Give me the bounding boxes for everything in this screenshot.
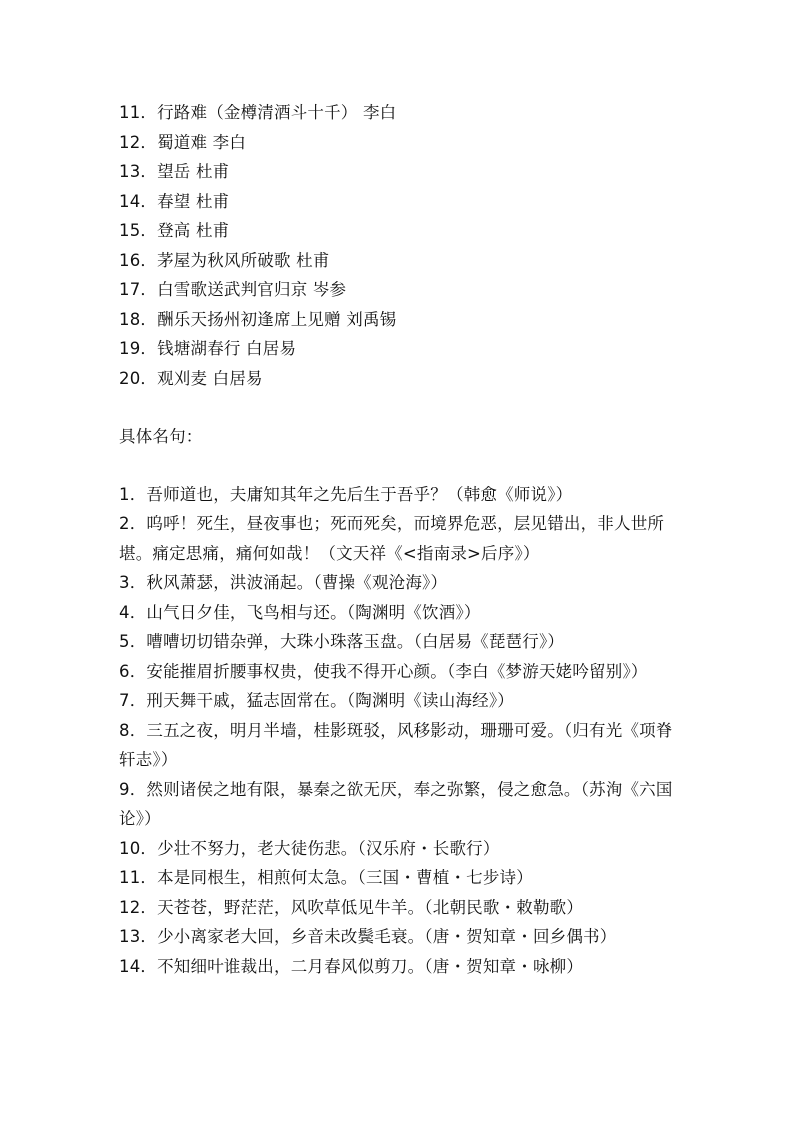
quote-item: 11．本是同根生，相煎何太急。（三国・曹植・七步诗）	[119, 868, 533, 887]
poem-list-item: 12．蜀道难 李白	[119, 132, 247, 152]
spacer	[119, 393, 679, 422]
poem-list-item: 16．茅屋为秋风所破歌 杜甫	[119, 250, 330, 270]
quote-item: 4．山气日夕佳，飞鸟相与还。（陶渊明《饮酒》）	[119, 602, 481, 622]
quote-item: 6．安能摧眉折腰事权贵，使我不得开心颜。（李白《梦游天姥吟留别》）	[119, 661, 648, 681]
quote-item: 9．然则诸侯之地有限，暴秦之欲无厌，奉之弥繁，侵之愈急。（苏洵《六国论》）	[119, 779, 673, 828]
quote-item: 2．呜呼！死生，昼夜事也；死而死矣，而境界危恶，层见错出，非人世所堪。痛定思痛，痛何如哉！（文天祥《<指南录>后序》）	[119, 514, 665, 563]
quote-item: 8．三五之夜，明月半墙，桂影斑驳，风移影动，珊珊可爱。（归有光《项脊轩志》）	[119, 720, 673, 769]
poem-list-item: 17．白雪歌送武判官归京 岑参	[119, 280, 347, 299]
poem-list-item: 13．望岳 杜甫	[119, 162, 230, 181]
poem-list-item: 11．行路难（金樽清酒斗十千） 李白	[119, 103, 397, 122]
quote-item: 10．少壮不努力，老大徒伤悲。（汉乐府・长歌行）	[119, 838, 500, 858]
quote-item: 14．不知细叶谁裁出，二月春风似剪刀。（唐・贺知章・咏柳）	[119, 956, 584, 976]
quote-item: 13．少小离家老大回，乡音未改鬓毛衰。（唐・贺知章・回乡偶书）	[119, 927, 617, 946]
poem-list-item: 20．观刈麦 白居易	[119, 368, 263, 388]
quote-list	[119, 480, 679, 982]
document-body	[119, 98, 679, 981]
poem-list-item: 15．登高 杜甫	[119, 221, 230, 240]
quote-item: 12．天苍苍，野茫茫，风吹草低见牛羊。（北朝民歌・敕勒歌）	[119, 897, 584, 917]
quote-item: 5．嘈嘈切切错杂弹，大珠小珠落玉盘。（白居易《琵琶行》）	[119, 632, 565, 651]
poem-list	[119, 98, 679, 393]
poem-list-item: 19．钱塘湖春行 白居易	[119, 339, 297, 358]
section-heading: 具体名句：	[119, 427, 203, 446]
quote-item: 7．刑天舞干戚，猛志固常在。（陶渊明《读山海经》）	[119, 691, 514, 710]
spacer	[119, 452, 679, 480]
quote-item: 1．吾师道也，夫庸知其年之先后生于吾乎？（韩愈《师说》）	[119, 484, 573, 504]
poem-list-item: 14．春望 杜甫	[119, 191, 230, 211]
poem-list-item: 18．酬乐天扬州初逢席上见赠 刘禹锡	[119, 309, 397, 329]
quote-item: 3．秋风萧瑟，洪波涌起。（曹操《观沧海》）	[119, 573, 448, 592]
